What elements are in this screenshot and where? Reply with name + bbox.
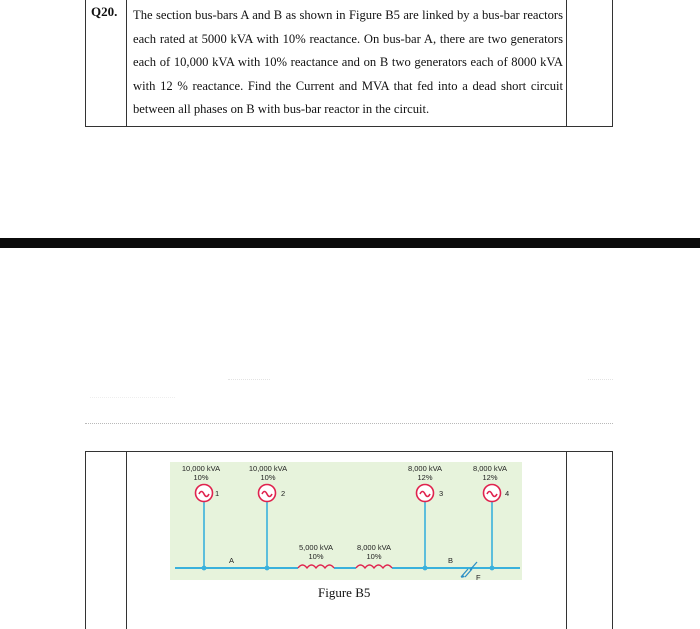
- reactor-1-reactance: 10%: [308, 552, 324, 561]
- generator-1-rating: 10,000 kVA: [181, 464, 221, 473]
- question-text: The section bus-bars A and B as shown in Figure B5 are linked by a bus-bar reactors each rated at 5000 kVA with 10% reactance. On bus-bar A, there are two generators each of 10,000 kVA with 10% reactance and on B two generators each of 8000 kVA with 12 % reactance. Find the Current and MVA that fed into a dead short circuit between all phases on B with bus-bar reactor in the circuit.: [133, 8, 563, 117]
- node-dot: [265, 566, 270, 571]
- reactor-1-rating: 5,000 kVA: [298, 543, 334, 552]
- generator-4-reactance: 12%: [482, 473, 498, 482]
- generator-3-label: 3: [439, 489, 444, 498]
- generator-1-label: 1: [215, 489, 220, 498]
- reactor-2-coil-icon: [356, 563, 392, 572]
- generator-2-icon: [259, 485, 276, 502]
- generator-3-icon: [417, 485, 434, 502]
- node-dot: [490, 566, 495, 571]
- bus-a-label: A: [229, 556, 235, 565]
- reactor-2-rating: 8,000 kVA: [356, 543, 392, 552]
- generator-3-reactance: 12%: [417, 473, 433, 482]
- diagram-panel: [170, 462, 522, 580]
- generator-1-reactance: 10%: [193, 473, 209, 482]
- generator-1-icon: [196, 485, 213, 502]
- question-number: Q20.: [91, 4, 118, 19]
- generator-3-rating: 8,000 kVA: [407, 464, 443, 473]
- bus-b-label: B: [448, 556, 454, 565]
- generator-2-label: 2: [281, 489, 286, 498]
- generator-4-label: 4: [505, 489, 510, 498]
- generator-2-rating: 10,000 kVA: [248, 464, 288, 473]
- reactor-1-coil-icon: [298, 563, 334, 572]
- node-dot: [202, 566, 207, 571]
- generator-4-rating: 8,000 kVA: [472, 464, 508, 473]
- figure-caption: Figure B5: [318, 585, 371, 600]
- reactor-2-reactance: 10%: [366, 552, 382, 561]
- generator-4-icon: [484, 485, 501, 502]
- generator-2-reactance: 10%: [260, 473, 276, 482]
- fault-label: F: [476, 573, 481, 582]
- node-dot: [423, 566, 428, 571]
